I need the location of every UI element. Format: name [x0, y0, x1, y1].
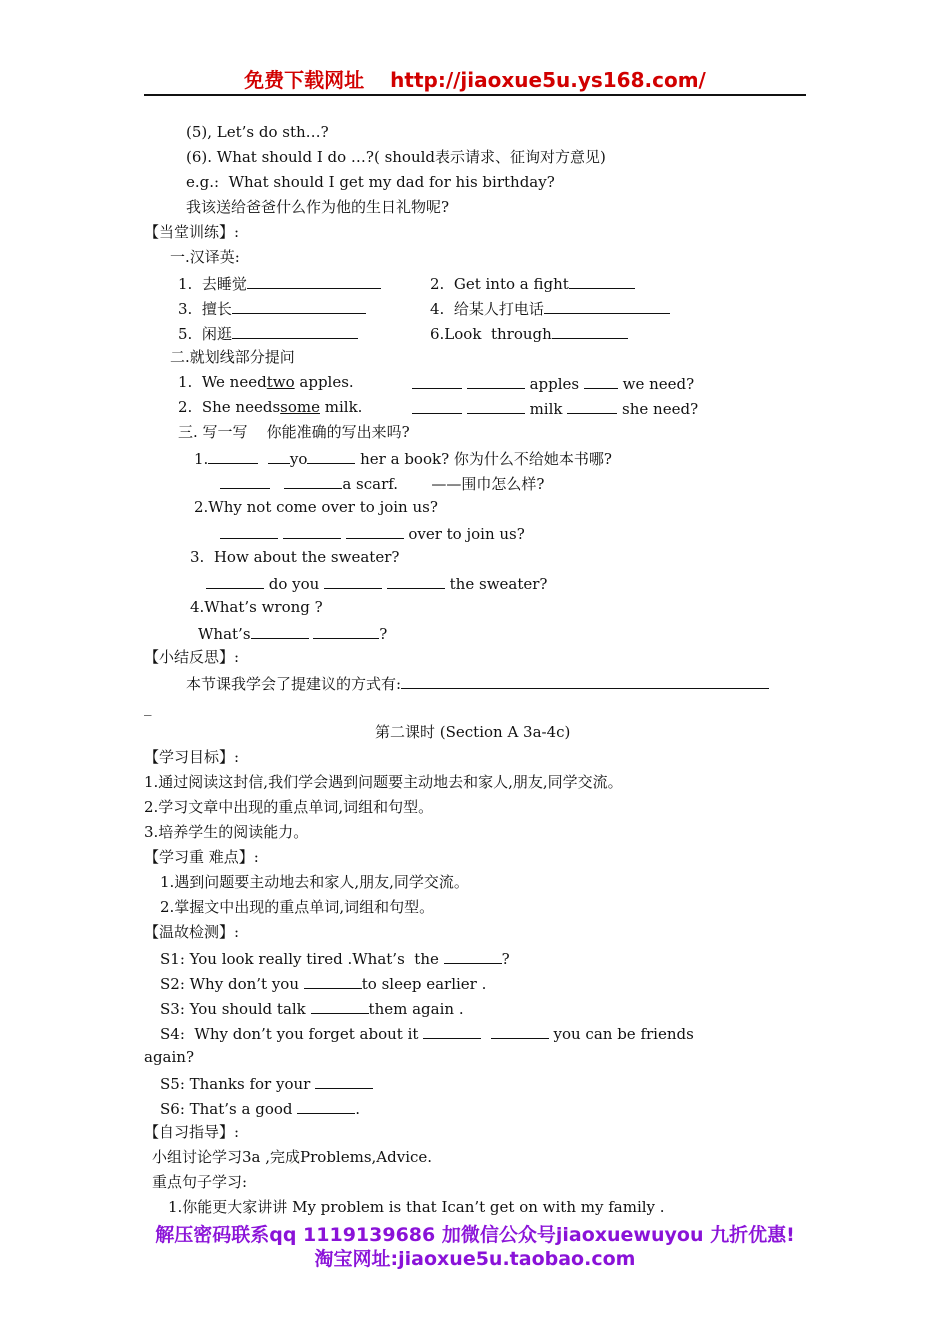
- answer-blank[interactable]: [569, 272, 635, 289]
- answer-blank[interactable]: [467, 372, 525, 389]
- review-s1: S1: You look really tired .What’s the ?: [160, 947, 510, 969]
- answer-blank[interactable]: [206, 572, 264, 589]
- goal-2: 2.学习文章中出现的重点单词,词组和句型。: [144, 798, 434, 816]
- answer-blank[interactable]: [311, 997, 369, 1014]
- review-s2: S2: Why don’t you to sleep earlier .: [160, 972, 486, 994]
- translate-item-4: 4. 给某人打电话: [430, 297, 670, 319]
- answer-blank[interactable]: [423, 1022, 481, 1039]
- key-points-title: 【学习重 难点】:: [144, 848, 259, 866]
- lesson-2-title: 第二课时 (Section A 3a-4c): [375, 723, 571, 741]
- write-4: 4.What’s wrong ?: [190, 598, 323, 616]
- intro-example: e.g.: What should I get my dad for his birthday?: [186, 173, 555, 191]
- practice-title: 【当堂训练】:: [144, 223, 240, 241]
- section-question-title: 二.就划线部分提问: [170, 348, 295, 366]
- answer-blank[interactable]: [491, 1022, 549, 1039]
- answer-blank[interactable]: [208, 447, 258, 464]
- question-2-answer: milk she need?: [412, 397, 698, 419]
- header-url[interactable]: http://jiaoxue5u.ys168.com/: [390, 68, 706, 92]
- review-s4-cont: again?: [144, 1048, 194, 1066]
- answer-blank[interactable]: [220, 522, 278, 539]
- write-1b: a scarf. ——围巾怎么样?: [220, 472, 544, 494]
- answer-blank[interactable]: [247, 272, 381, 289]
- intro-example-cn: 我该送给爸爸什么作为他的生日礼物呢?: [186, 198, 450, 216]
- answer-blank[interactable]: [467, 397, 525, 414]
- header-label: 免费下载网址: [244, 68, 365, 92]
- guide-text: 小组讨论学习3a ,完成Problems,Advice.: [152, 1148, 433, 1166]
- header-rule: [144, 94, 806, 96]
- write-3: 3. How about the sweater?: [190, 548, 400, 566]
- goals-title: 【学习目标】:: [144, 748, 240, 766]
- question-1-answer: apples we need?: [412, 372, 694, 394]
- footer-contact: 解压密码联系qq 1119139686 加微信公众号jiaoxuewuyou 九折优惠!: [155, 1224, 795, 1246]
- key-sentences-title: 重点句子学习:: [152, 1173, 248, 1191]
- answer-blank[interactable]: [232, 297, 366, 314]
- review-s5: S5: Thanks for your: [160, 1072, 373, 1094]
- goal-3: 3.培养学生的阅读能力。: [144, 823, 309, 841]
- underlined-word: some: [280, 398, 320, 416]
- write-2: 2.Why not come over to join us?: [194, 498, 438, 516]
- summary-title: 【小结反思】:: [144, 648, 240, 666]
- write-1: 1. yo her a book? 你为什么不给她本书哪?: [194, 447, 612, 469]
- answer-blank[interactable]: [297, 1097, 355, 1114]
- guide-title: 【自习指导】:: [144, 1123, 240, 1141]
- write-4b: What’s ?: [198, 622, 387, 644]
- key-point-2: 2.掌握文中出现的重点单词,词组和句型。: [160, 898, 435, 916]
- footer-taobao[interactable]: 淘宝网址:jiaoxue5u.taobao.com: [314, 1248, 636, 1270]
- answer-blank[interactable]: [412, 372, 462, 389]
- answer-blank[interactable]: [584, 372, 618, 389]
- summary-dash: _: [144, 698, 152, 716]
- download-header: [0, 64, 950, 93]
- translate-item-2: 2. Get into a fight: [430, 272, 635, 294]
- review-s3: S3: You should talk them again .: [160, 997, 464, 1019]
- answer-blank[interactable]: [567, 397, 617, 414]
- summary-text: 本节课我学会了提建议的方式有:: [186, 672, 769, 694]
- answer-blank[interactable]: [401, 672, 769, 689]
- key-sentence-1: 1.你能更大家讲讲 My problem is that Ican’t get on with my family .: [168, 1198, 665, 1216]
- answer-blank[interactable]: [304, 972, 362, 989]
- answer-blank[interactable]: [220, 472, 270, 489]
- key-point-1: 1.遇到问题要主动地去和家人,朋友,同学交流。: [160, 873, 469, 891]
- review-s4: S4: Why don’t you forget about it you can be friends: [160, 1022, 694, 1044]
- write-2b: over to join us?: [220, 522, 525, 544]
- answer-blank[interactable]: [284, 472, 342, 489]
- underlined-word: two: [266, 373, 295, 391]
- answer-blank[interactable]: [232, 322, 358, 339]
- intro-line-5: (5), Let’s do sth…?: [186, 123, 329, 141]
- translate-item-6: 6.Look through: [430, 322, 628, 344]
- translate-item-3: 3. 擅长: [178, 297, 366, 319]
- review-s6: S6: That’s a good .: [160, 1097, 360, 1119]
- write-3b: do you the sweater?: [206, 572, 547, 594]
- translate-item-5: 5. 闲逛: [178, 322, 358, 344]
- goal-1: 1.通过阅读这封信,我们学会遇到问题要主动地去和家人,朋友,同学交流。: [144, 773, 623, 791]
- section-translate-title: 一.汉译英:: [170, 248, 240, 266]
- answer-blank[interactable]: [412, 397, 462, 414]
- intro-line-6: (6). What should I do …?( should表示请求、征询对方意见): [186, 148, 606, 166]
- answer-blank[interactable]: [346, 522, 404, 539]
- answer-blank[interactable]: [387, 572, 445, 589]
- section-write-title: 三. 写一写 你能准确的写出来吗?: [178, 423, 410, 441]
- answer-blank[interactable]: [268, 447, 290, 464]
- answer-blank[interactable]: [307, 447, 355, 464]
- answer-blank[interactable]: [544, 297, 670, 314]
- answer-blank[interactable]: [324, 572, 382, 589]
- question-1-source: 1. We needtwo apples.: [178, 373, 354, 391]
- translate-item-1: 1. 去睡觉: [178, 272, 381, 294]
- answer-blank[interactable]: [313, 622, 379, 639]
- review-title: 【温故检测】:: [144, 923, 240, 941]
- answer-blank[interactable]: [444, 947, 502, 964]
- question-2-source: 2. She needssome milk.: [178, 398, 363, 416]
- answer-blank[interactable]: [283, 522, 341, 539]
- answer-blank[interactable]: [251, 622, 309, 639]
- answer-blank[interactable]: [315, 1072, 373, 1089]
- answer-blank[interactable]: [552, 322, 628, 339]
